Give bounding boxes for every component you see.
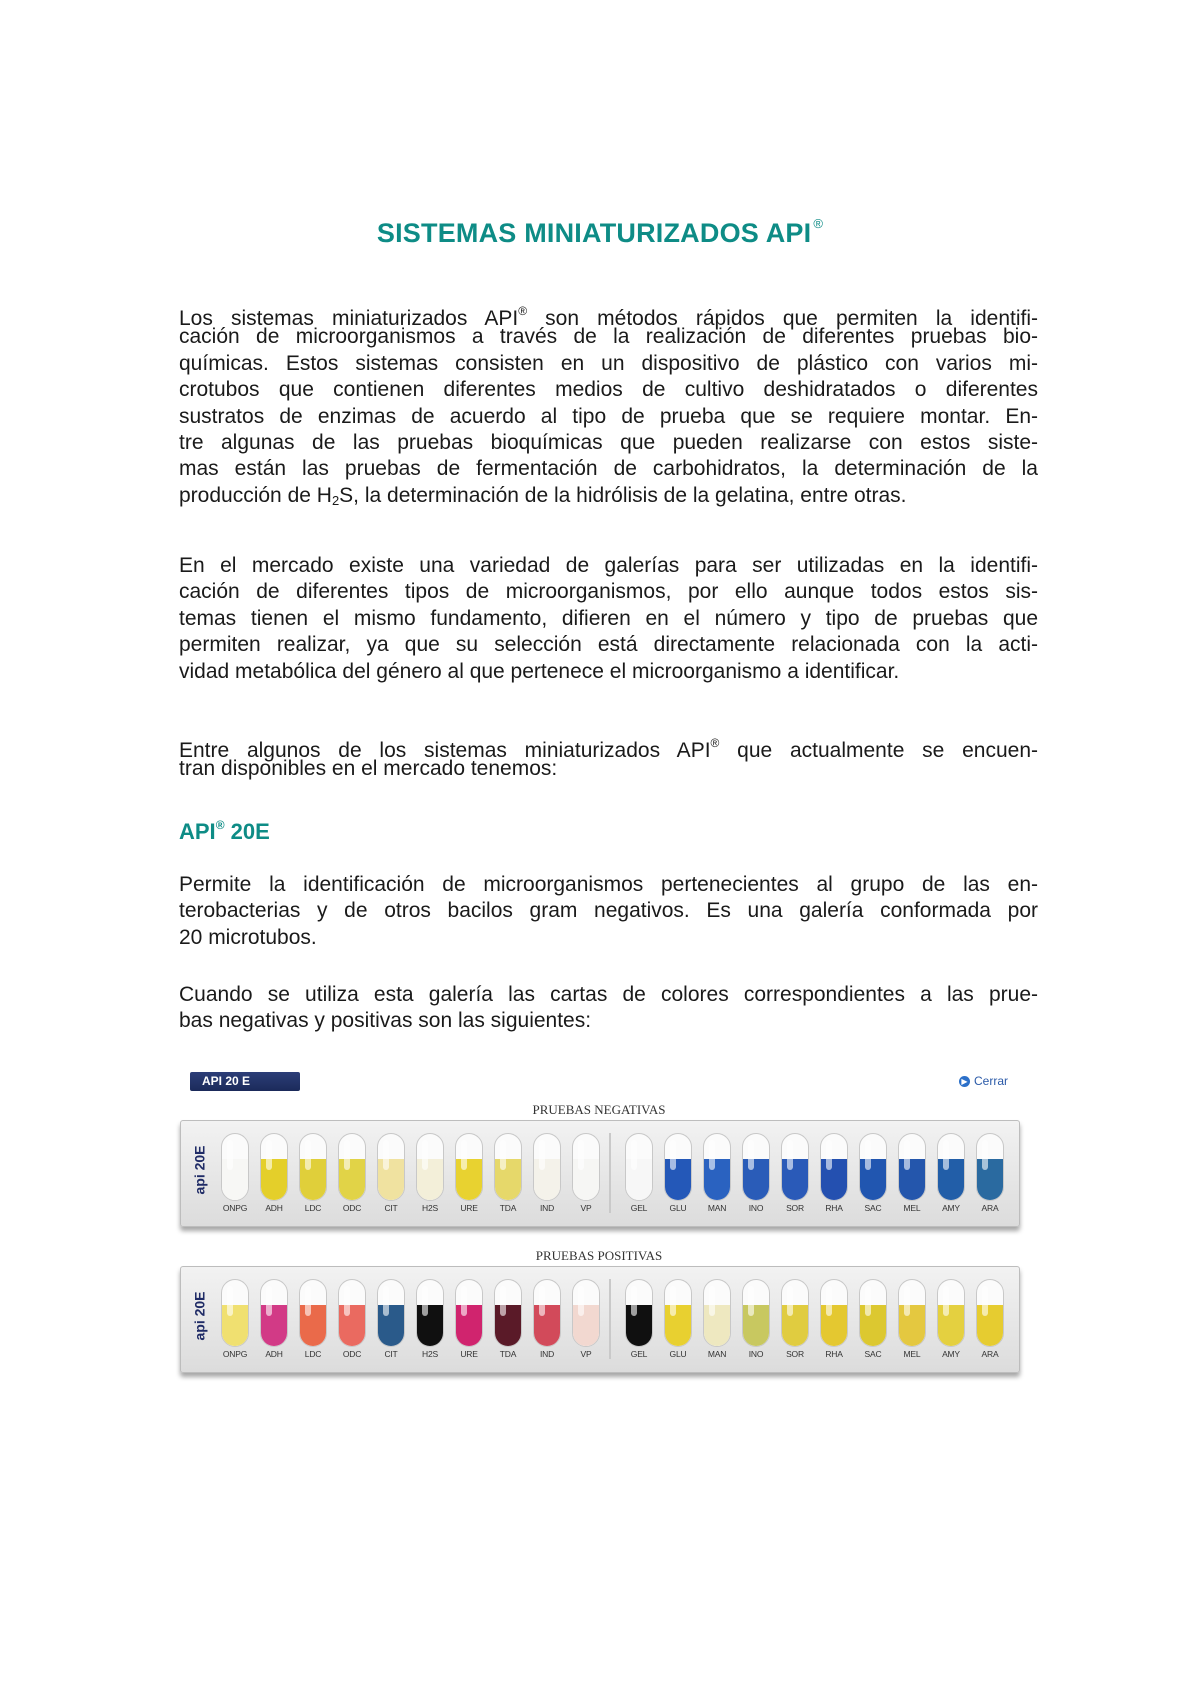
microtube [703,1279,731,1347]
tube-label: MEL [903,1349,921,1359]
negative-test-strip [180,1120,1020,1227]
api-logo: api 20E [192,1145,208,1195]
negative-tube-gel [621,1129,657,1219]
negative-tube-amy [933,1129,969,1219]
tube-fill [300,1305,326,1346]
tube-fill [977,1305,1003,1346]
negative-tube-ure [451,1129,487,1219]
tube-label: LDC [304,1203,322,1213]
microtube [533,1279,561,1347]
microtube [937,1279,965,1347]
microtube [260,1133,288,1201]
tube-fill [222,1305,248,1346]
tube-label: MEL [903,1203,921,1213]
microtube [742,1133,770,1201]
positive-tube-mel [894,1275,930,1365]
microtube [455,1279,483,1347]
tube-fill [261,1305,287,1346]
tube-fill [456,1305,482,1346]
tube-fill [743,1305,769,1346]
tube-fill [899,1305,925,1346]
positive-tests-label: PRUEBAS POSITIVAS [535,1248,663,1263]
tube-label: ONPG [222,1349,248,1359]
tube-fill [704,1305,730,1346]
microtube [572,1133,600,1201]
positive-tube-sac [855,1275,891,1365]
negative-tests-label: PRUEBAS NEGATIVAS [532,1102,666,1117]
tube-fill [222,1159,248,1200]
tube-fill [626,1305,652,1346]
tube-fill [938,1159,964,1200]
close-icon: ▶ [959,1076,970,1087]
positive-tube-ara [972,1275,1008,1365]
tube-fill [899,1159,925,1200]
api20e-badge: API 20 E [190,1072,300,1091]
positive-tube-odc [334,1275,370,1365]
paragraph-intro: Los sistemas miniaturizados API® son métodos rápidos que permiten la identifi- cación de microorganismos a través de la realización de diferentes pruebas bio- químicas. Estos sistemas consisten en un dispositivo de plástico con varios mi- crotubos que contienen diferentes medios de cultivo deshidratados o diferentes sustratos de enzimas de acuerdo al tipo de prueba que se requiere montar. En- tre algunas de las pruebas bioquímicas que pueden realizarse con estos siste- mas están las pruebas de fermentación de carbohidratos, la determinación de la producción de $H_2S$, la determinación de la hidrólisis de la gelatina, entre otras. [179,304,1038,508]
microtube [338,1133,366,1201]
negative-tube-onpg [217,1129,253,1219]
microtube [664,1133,692,1201]
microtube [976,1133,1004,1201]
tube-label: ADH [265,1203,283,1213]
tube-label: VP [580,1349,592,1359]
tube-fill [261,1159,287,1200]
tube-fill [417,1305,443,1346]
tube-label: INO [748,1203,764,1213]
tube-label: H2S [422,1203,438,1213]
microtube [416,1133,444,1201]
microtube [299,1133,327,1201]
negative-tube-ind [529,1129,565,1219]
positive-tube-onpg [217,1275,253,1365]
tube-label: AMY [942,1203,960,1213]
tube-label: IND [539,1203,555,1213]
tube-fill [573,1159,599,1200]
microtube [781,1279,809,1347]
tube-fill [977,1159,1003,1200]
negative-tube-ara [972,1129,1008,1219]
tube-fill [417,1159,443,1200]
tube-label: ARA [981,1203,999,1213]
positive-test-strip [180,1266,1020,1373]
microtube [416,1279,444,1347]
tube-label: RHA [825,1203,843,1213]
strip-divider [609,1279,611,1359]
microtube [455,1133,483,1201]
api-logo: api 20E [192,1291,208,1341]
positive-tube-sor [777,1275,813,1365]
negative-tube-glu [660,1129,696,1219]
tube-fill [938,1305,964,1346]
microtube [377,1279,405,1347]
tube-fill [860,1159,886,1200]
microtube [494,1133,522,1201]
tube-label: GEL [630,1203,648,1213]
negative-tube-adh [256,1129,292,1219]
microtube [976,1279,1004,1347]
negative-tube-cit [373,1129,409,1219]
positive-tube-man [699,1275,735,1365]
positive-tube-ldc [295,1275,331,1365]
tube-label: MAN [707,1349,727,1359]
microtube [625,1279,653,1347]
microtube [859,1133,887,1201]
tube-label: GLU [669,1203,687,1213]
tube-fill [704,1159,730,1200]
tube-fill [821,1159,847,1200]
tube-fill [534,1305,560,1346]
microtube [898,1279,926,1347]
microtube [859,1279,887,1347]
close-link[interactable]: ▶ Cerrar [959,1074,1008,1088]
tube-fill [821,1305,847,1346]
tube-fill [495,1305,521,1346]
tube-fill [534,1159,560,1200]
microtube [572,1279,600,1347]
tube-label: SOR [786,1349,804,1359]
negative-tube-tda [490,1129,526,1219]
tube-label: LDC [304,1349,322,1359]
tube-fill [665,1159,691,1200]
microtube [494,1279,522,1347]
negative-tube-man [699,1129,735,1219]
positive-tube-amy [933,1275,969,1365]
paragraph-market: En el mercado existe una variedad de galerías para ser utilizadas en la identifi- cación de diferentes tipos de microorganismos, por ello aunque todos estos sis- temas tienen el mismo fundamento, difieren en el número y tipo de pruebas que permiten realizar, ya que su selección está directamente relacionada con la acti- vidad metabólica del género al que pertenece el microorganismo a identificar. [179,554,1038,683]
microtube [820,1279,848,1347]
tube-label: MAN [707,1203,727,1213]
negative-tube-mel [894,1129,930,1219]
microtube [221,1279,249,1347]
positive-tube-tda [490,1275,526,1365]
positive-tube-adh [256,1275,292,1365]
microtube [533,1133,561,1201]
tube-label: RHA [825,1349,843,1359]
tube-fill [743,1159,769,1200]
paragraph-colors: Cuando se utiliza esta galería las cartas de colores correspondientes a las prue- bas negativas y positivas son las siguientes: [179,983,1038,1033]
tube-label: SOR [786,1203,804,1213]
microtube [937,1133,965,1201]
paragraph-api20e: Permite la identificación de microorganismos pertenecientes al grupo de las en- terobacterias y de otros bacilos gram negativos. Es una galería conformada por 20 microtubos. [179,873,1038,949]
tube-fill [782,1159,808,1200]
tube-label: URE [460,1203,478,1213]
tube-fill [495,1159,521,1200]
positive-tube-ind [529,1275,565,1365]
positive-tube-ino [738,1275,774,1365]
negative-tube-ldc [295,1129,331,1219]
tube-fill [378,1305,404,1346]
positive-tube-glu [660,1275,696,1365]
microtube [377,1133,405,1201]
negative-tube-sac [855,1129,891,1219]
paragraph-systems: Entre algunos de los sistemas miniaturizados API® que actualmente se encuen- tran disponibles en el mercado tenemos: [179,736,1038,781]
positive-tube-ure [451,1275,487,1365]
tube-label: VP [580,1203,592,1213]
strip-divider [609,1133,611,1213]
positive-tube-gel [621,1275,657,1365]
microtube [299,1279,327,1347]
positive-tube-cit [373,1275,409,1365]
tube-label: H2S [422,1349,438,1359]
tube-label: ODC [342,1203,362,1213]
tube-label: AMY [942,1349,960,1359]
microtube [781,1133,809,1201]
positive-tube-vp [568,1275,604,1365]
negative-tube-odc [334,1129,370,1219]
section-heading-api20e: API® 20E [179,818,270,844]
tube-label: SAC [864,1203,882,1213]
tube-label: GLU [669,1349,687,1359]
microtube [664,1279,692,1347]
tube-fill [860,1305,886,1346]
tube-fill [300,1159,326,1200]
negative-tube-h2s [412,1129,448,1219]
positive-tube-rha [816,1275,852,1365]
microtube [820,1133,848,1201]
tube-fill [456,1159,482,1200]
negative-tube-rha [816,1129,852,1219]
tube-fill [626,1159,652,1200]
negative-tube-sor [777,1129,813,1219]
tube-fill [782,1305,808,1346]
microtube [221,1133,249,1201]
microtube [260,1279,288,1347]
microtube [338,1279,366,1347]
microtube [703,1133,731,1201]
tube-label: ARA [981,1349,999,1359]
microtube [898,1133,926,1201]
tube-label: GEL [630,1349,648,1359]
tube-label: TDA [499,1203,517,1213]
page-title: SISTEMAS MINIATURIZADOS API ® [376,216,824,248]
tube-label: TDA [499,1349,517,1359]
tube-fill [665,1305,691,1346]
negative-tube-ino [738,1129,774,1219]
negative-tube-vp [568,1129,604,1219]
tube-label: INO [748,1349,764,1359]
tube-fill [339,1159,365,1200]
tube-label: CIT [384,1203,398,1213]
api20e-color-chart-figure [180,1072,1018,1390]
tube-label: ONPG [222,1203,248,1213]
tube-fill [339,1305,365,1346]
tube-fill [378,1159,404,1200]
tube-label: CIT [384,1349,398,1359]
positive-tube-h2s [412,1275,448,1365]
microtube [625,1133,653,1201]
tube-label: SAC [864,1349,882,1359]
tube-fill [573,1305,599,1346]
microtube [742,1279,770,1347]
tube-label: ADH [265,1349,283,1359]
tube-label: IND [539,1349,555,1359]
tube-label: URE [460,1349,478,1359]
tube-label: ODC [342,1349,362,1359]
